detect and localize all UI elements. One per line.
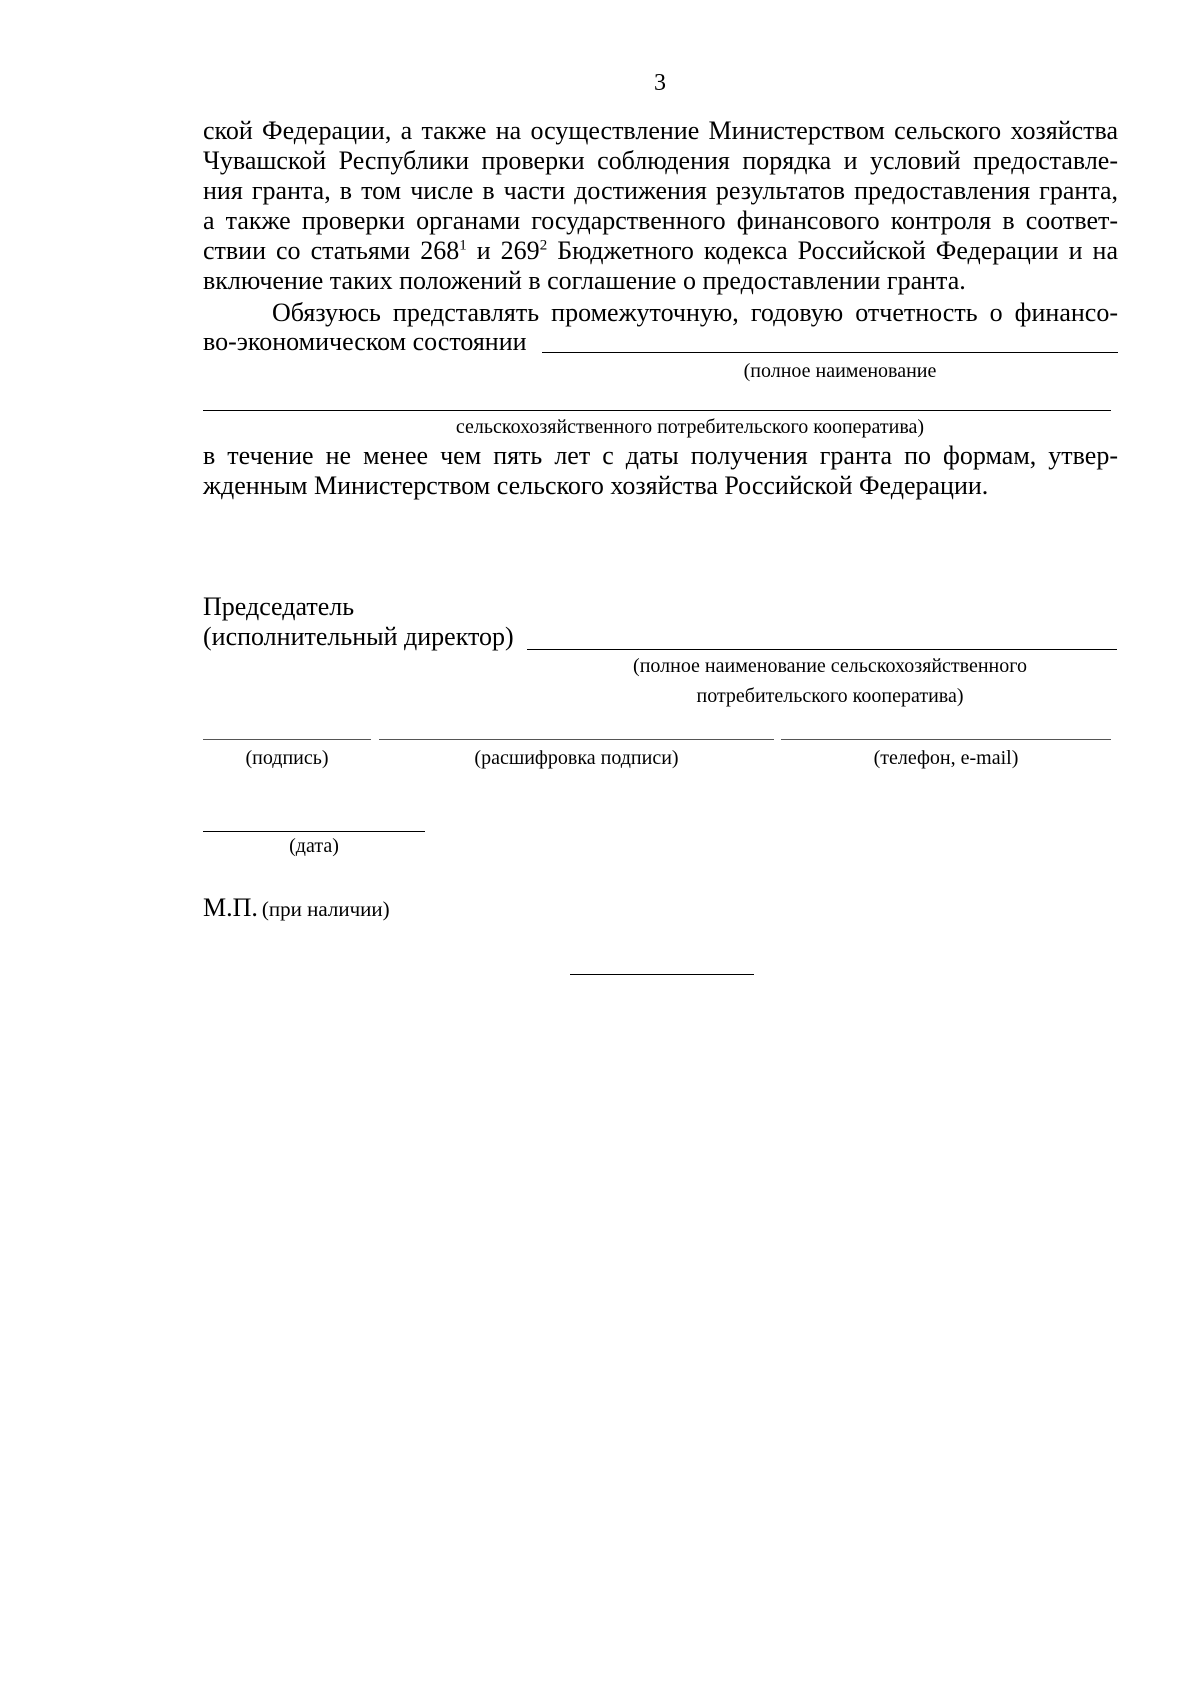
date-fill-line — [203, 831, 425, 832]
hint-coop-full-name-1: (полное наименование сельскохозяйственного — [633, 655, 1027, 677]
paragraph1-line2: Чувашской Республики проверки соблюдения порядка и условий предоставле- — [203, 146, 1118, 175]
chairman-title: Председатель — [203, 592, 355, 621]
footnote-sup-2: 2 — [539, 237, 548, 254]
executive-director-title: (исполнительный директор) — [203, 622, 514, 651]
contact-fill-line — [781, 739, 1111, 740]
page-number: 3 — [654, 70, 666, 96]
seal-prefix: М.П. — [203, 893, 258, 922]
seal-note: (при наличии) — [261, 897, 390, 921]
paragraph1-line1: ской Федерации, а также на осуществление Министерством сельского хозяйства — [203, 116, 1118, 145]
paragraph1-line5-part-a: ствии со статьями 268 — [203, 236, 460, 265]
paragraph1-line3: ния гранта, в том числе в части достижения результатов предоставления гранта, — [203, 176, 1118, 205]
coop-name-fill-line-2 — [203, 410, 1111, 411]
hint-full-name: (полное наименование — [743, 360, 937, 382]
date-label: (дата) — [289, 835, 339, 857]
footnote-sup-1: 1 — [459, 237, 467, 254]
paragraph1-line5 — [203, 236, 1118, 266]
paragraph1-line6: включение таких положений в соглашение о предоставлении гранта. — [203, 266, 966, 295]
paragraph2-line3: в течение не менее чем пять лет с даты получения гранта по формам, утвер- — [203, 441, 1118, 470]
paragraph2-line2: во-экономическом состоянии — [203, 327, 527, 356]
decryption-fill-line — [379, 739, 774, 740]
coop-full-name-fill-line — [527, 649, 1117, 650]
seal-mark — [203, 893, 390, 923]
hint-coop-full-name-2: потребительского кооператива) — [696, 685, 964, 707]
contact-label: (телефон, e-mail) — [873, 747, 1019, 769]
paragraph2-line4: жденным Министерством сельского хозяйства Российской Федерации. — [203, 471, 989, 500]
paragraph1-line5-part-b: и 269 — [466, 236, 540, 265]
decryption-label: (расшифровка подписи) — [474, 747, 679, 769]
paragraph1-line5-part-c: Бюджетного кодекса Российской Федерации и на — [547, 236, 1118, 265]
paragraph2-line1: Обязуюсь представлять промежуточную, годовую отчетность о финансо- — [272, 298, 1118, 327]
end-separator-line — [570, 974, 754, 975]
signature-fill-line — [203, 739, 371, 740]
coop-name-fill-line — [542, 352, 1118, 353]
paragraph1-line4: а также проверки органами государственного финансового контроля в соответ- — [203, 206, 1118, 235]
signature-label: (подпись) — [245, 747, 329, 769]
hint-coop: сельскохозяйственного потребительского кооператива) — [455, 416, 925, 438]
